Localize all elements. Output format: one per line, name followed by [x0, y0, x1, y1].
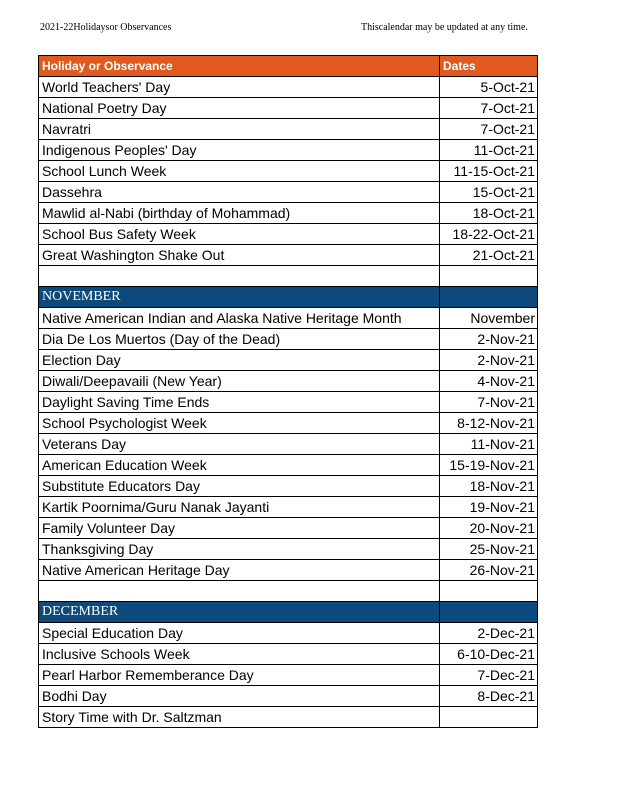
holiday-date: 25-Nov-21: [440, 539, 538, 560]
empty-cell: [440, 266, 538, 287]
month-label: NOVEMBER: [39, 287, 440, 308]
holiday-date: 7-Nov-21: [440, 392, 538, 413]
month-header-december: [39, 602, 538, 623]
table-row: [39, 77, 538, 98]
holiday-name: Pearl Harbor Rememberance Day: [39, 665, 440, 686]
table-row: [39, 539, 538, 560]
holiday-name: Indigenous Peoples' Day: [39, 140, 440, 161]
holiday-name: Dia De Los Muertos (Day of the Dead): [39, 329, 440, 350]
table-header-row: [39, 56, 538, 77]
holiday-date: 15-Oct-21: [440, 182, 538, 203]
holiday-date: 21-Oct-21: [440, 245, 538, 266]
table-row: [39, 119, 538, 140]
holiday-name: Great Washington Shake Out: [39, 245, 440, 266]
holiday-date: 11-15-Oct-21: [440, 161, 538, 182]
holiday-date: [440, 707, 538, 728]
holiday-date: 8-12-Nov-21: [440, 413, 538, 434]
holiday-date: 8-Dec-21: [440, 686, 538, 707]
holiday-name: Bodhi Day: [39, 686, 440, 707]
spacer-row: [39, 581, 538, 602]
holiday-date: 18-Nov-21: [440, 476, 538, 497]
holiday-name: Diwali/Deepavaili (New Year): [39, 371, 440, 392]
table-row: [39, 140, 538, 161]
table-row: [39, 686, 538, 707]
holidays-table: [38, 55, 538, 728]
holiday-date: 20-Nov-21: [440, 518, 538, 539]
holiday-date: 7-Dec-21: [440, 665, 538, 686]
table-row: [39, 518, 538, 539]
holiday-name: Native American Heritage Day: [39, 560, 440, 581]
table-row: [39, 476, 538, 497]
holiday-name: Substitute Educators Day: [39, 476, 440, 497]
document-title: 2021-22Holidaysor Observances: [40, 22, 172, 33]
holiday-date: 7-Oct-21: [440, 98, 538, 119]
empty-cell: [39, 266, 440, 287]
holiday-date: 11-Nov-21: [440, 434, 538, 455]
holiday-date: 2-Nov-21: [440, 329, 538, 350]
spacer-row: [39, 266, 538, 287]
table-row: [39, 98, 538, 119]
empty-cell: [39, 581, 440, 602]
empty-cell: [440, 287, 538, 308]
holiday-date: 6-10-Dec-21: [440, 644, 538, 665]
holiday-name: Daylight Saving Time Ends: [39, 392, 440, 413]
table-row: [39, 707, 538, 728]
holiday-date: 2-Nov-21: [440, 350, 538, 371]
holiday-date: 26-Nov-21: [440, 560, 538, 581]
table-row: [39, 392, 538, 413]
empty-cell: [440, 581, 538, 602]
table-row: [39, 644, 538, 665]
holiday-name: Thanksgiving Day: [39, 539, 440, 560]
holiday-name: Inclusive Schools Week: [39, 644, 440, 665]
empty-cell: [440, 602, 538, 623]
table-row: [39, 161, 538, 182]
table-row: [39, 203, 538, 224]
table-row: [39, 413, 538, 434]
table-row: [39, 245, 538, 266]
holiday-name: School Psychologist Week: [39, 413, 440, 434]
holiday-name: Story Time with Dr. Saltzman: [39, 707, 440, 728]
holiday-date: November: [440, 308, 538, 329]
holiday-name: Veterans Day: [39, 434, 440, 455]
table-row: [39, 350, 538, 371]
holiday-name: Dassehra: [39, 182, 440, 203]
holiday-date: 4-Nov-21: [440, 371, 538, 392]
holiday-date: 2-Dec-21: [440, 623, 538, 644]
column-header-dates: Dates: [440, 56, 538, 77]
holiday-name: Kartik Poornima/Guru Nanak Jayanti: [39, 497, 440, 518]
holiday-name: National Poetry Day: [39, 98, 440, 119]
table-row: [39, 371, 538, 392]
holiday-name: Native American Indian and Alaska Native Heritage Month: [39, 308, 440, 329]
holiday-date: 18-22-Oct-21: [440, 224, 538, 245]
table-row: [39, 308, 538, 329]
holiday-name: Election Day: [39, 350, 440, 371]
column-header-holiday: Holiday or Observance: [39, 56, 440, 77]
holiday-date: 7-Oct-21: [440, 119, 538, 140]
table-row: [39, 434, 538, 455]
holiday-name: American Education Week: [39, 455, 440, 476]
table-row: [39, 497, 538, 518]
table-row: [39, 623, 538, 644]
holiday-name: Mawlid al-Nabi (birthday of Mohammad): [39, 203, 440, 224]
month-label: DECEMBER: [39, 602, 440, 623]
month-header-november: [39, 287, 538, 308]
holiday-date: 19-Nov-21: [440, 497, 538, 518]
table-row: [39, 224, 538, 245]
holiday-name: Special Education Day: [39, 623, 440, 644]
table-row: [39, 329, 538, 350]
holiday-name: Navratri: [39, 119, 440, 140]
table-row: [39, 455, 538, 476]
table-row: [39, 182, 538, 203]
table-row: [39, 665, 538, 686]
table-row: [39, 560, 538, 581]
holiday-date: 15-19-Nov-21: [440, 455, 538, 476]
holiday-date: 18-Oct-21: [440, 203, 538, 224]
holiday-name: School Bus Safety Week: [39, 224, 440, 245]
holiday-name: School Lunch Week: [39, 161, 440, 182]
holiday-date: 5-Oct-21: [440, 77, 538, 98]
holiday-name: World Teachers' Day: [39, 77, 440, 98]
holiday-name: Family Volunteer Day: [39, 518, 440, 539]
holiday-date: 11-Oct-21: [440, 140, 538, 161]
update-notice: Thiscalendar may be updated at any time.: [361, 22, 528, 33]
